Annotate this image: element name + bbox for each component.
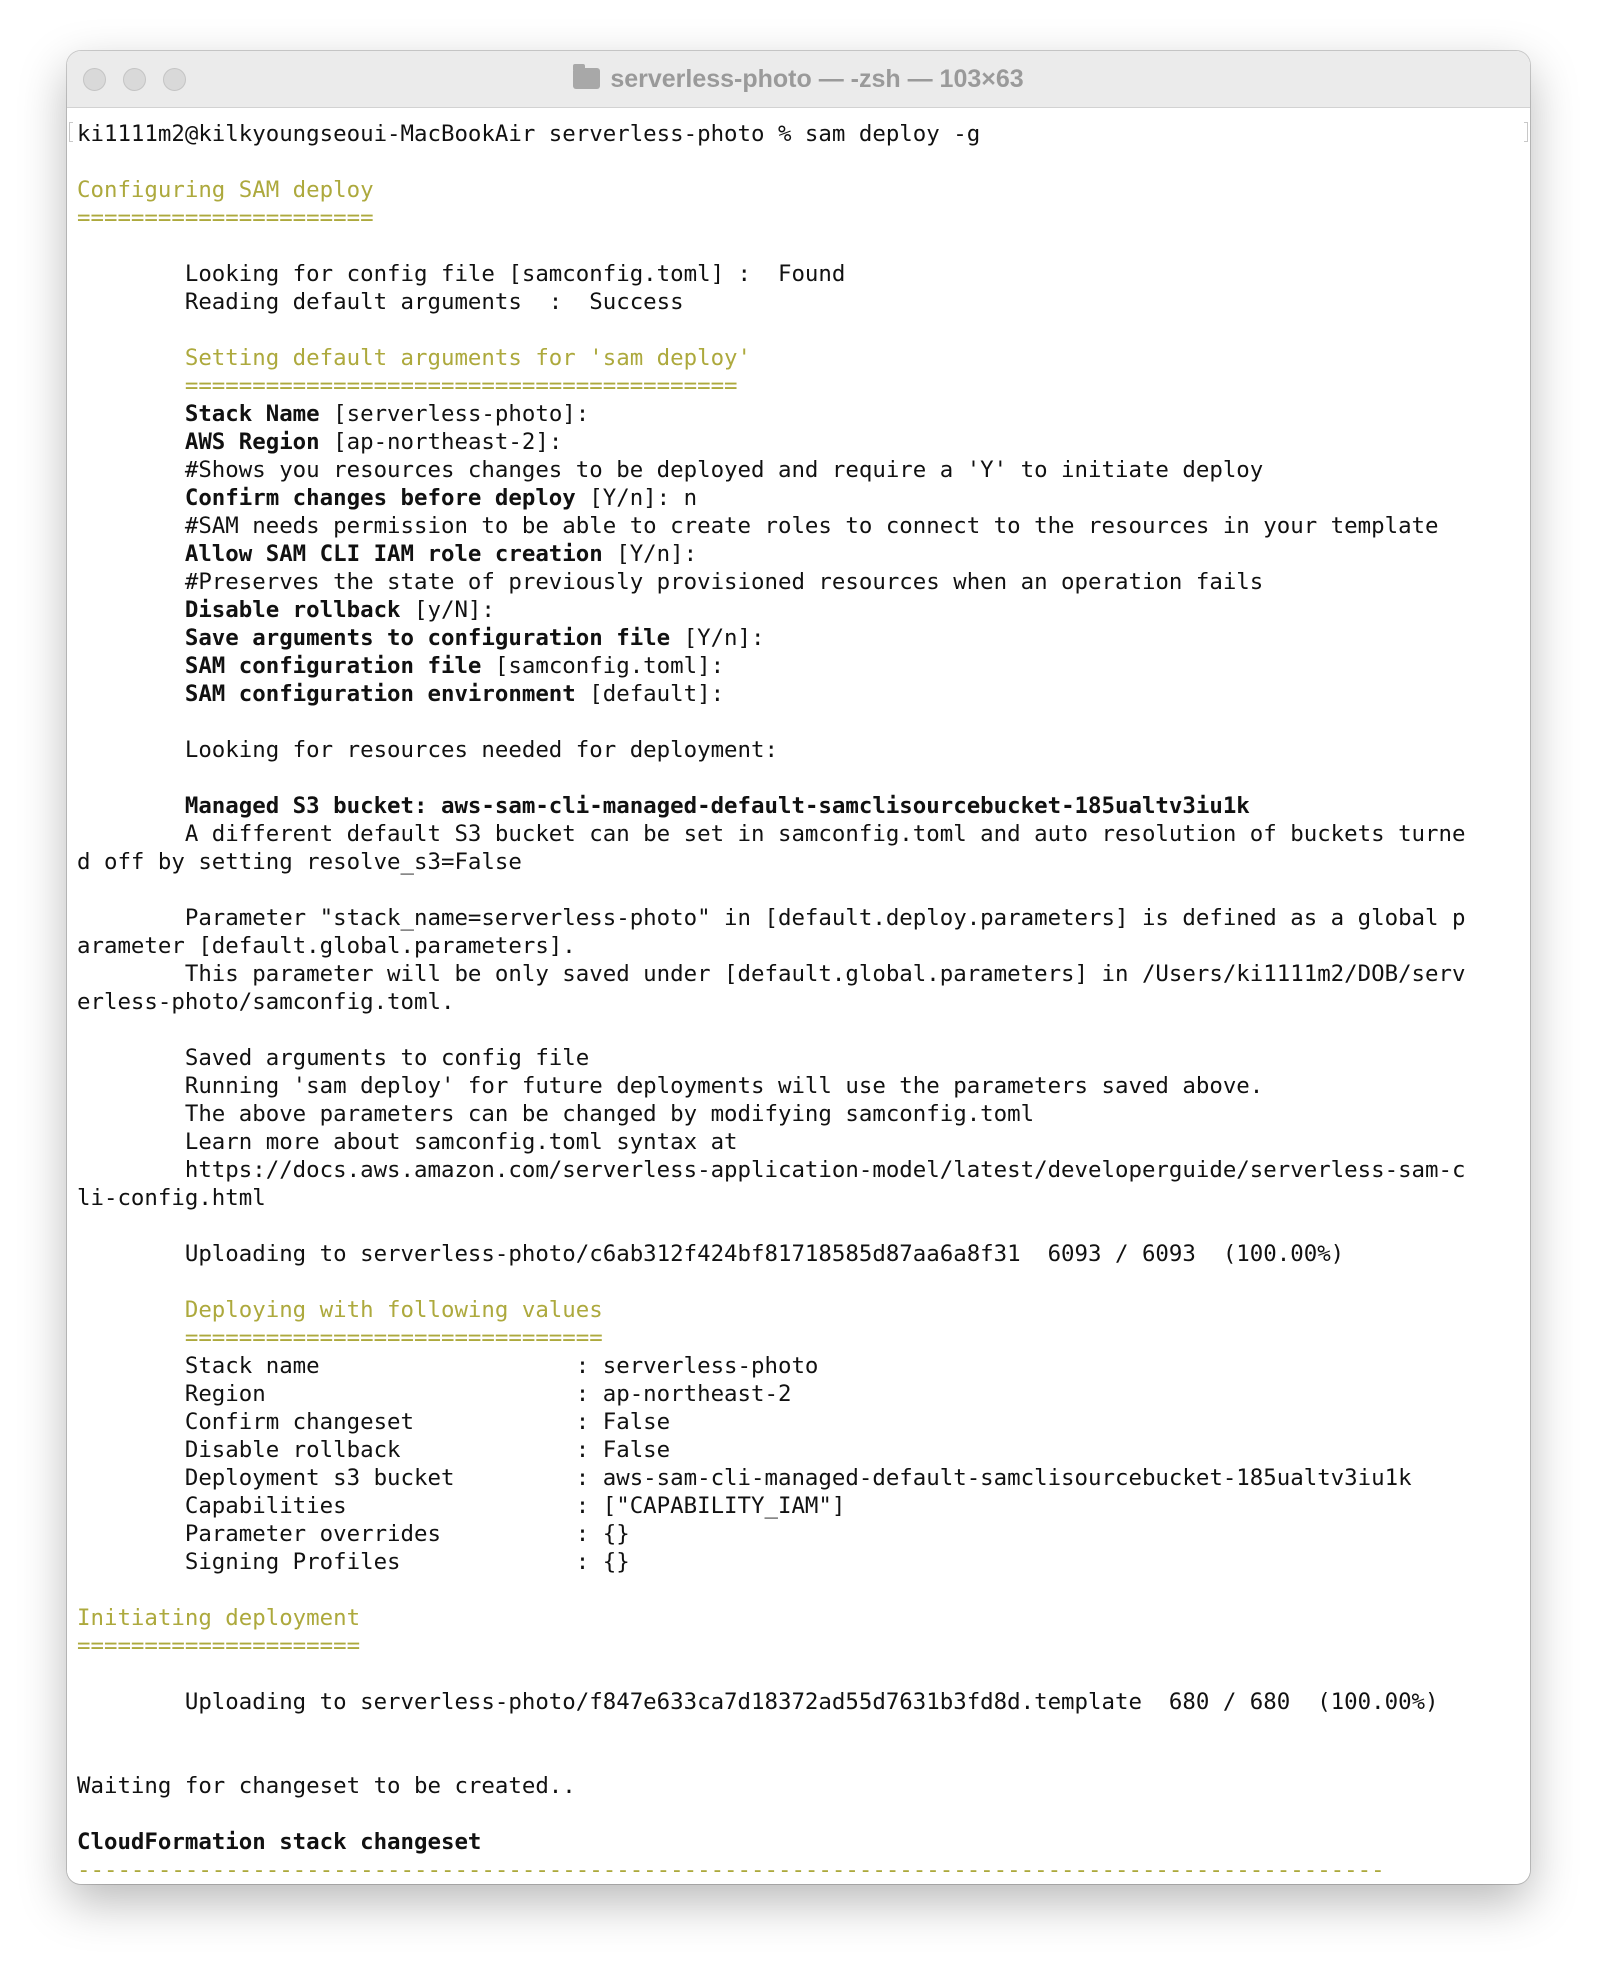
terminal-line — [77, 316, 1465, 344]
terminal-line — [77, 1576, 1465, 1604]
terminal-line — [77, 148, 1465, 176]
terminal-line — [77, 708, 1465, 736]
terminal-line — [77, 680, 1465, 708]
line-segment: https://docs.aws.amazon.com/serverless-application-model/latest/developerguide/serverless-sam-c — [77, 1157, 1466, 1183]
terminal-line — [77, 1772, 1465, 1800]
terminal-line — [77, 176, 1465, 204]
line-segment: Looking for resources needed for deployment: — [77, 737, 778, 763]
terminal-line — [77, 1492, 1465, 1520]
line-segment: ------------------------------------------------------------------------------------------------- — [77, 1857, 1385, 1883]
terminal-line — [77, 512, 1465, 540]
terminal-line — [77, 1072, 1465, 1100]
terminal-line — [77, 400, 1465, 428]
line-segment: [ap-northeast-2]: — [319, 429, 563, 455]
terminal-line — [77, 1688, 1465, 1716]
terminal-line — [77, 1128, 1465, 1156]
line-segment: ========================================= — [77, 373, 738, 399]
terminal-lines — [77, 120, 1465, 1884]
terminal-line — [77, 624, 1465, 652]
terminal-line — [77, 736, 1465, 764]
terminal-line — [77, 652, 1465, 680]
line-segment — [77, 653, 185, 679]
terminal-line — [77, 904, 1465, 932]
line-segment: [samconfig.toml]: — [481, 653, 725, 679]
terminal-line — [77, 932, 1465, 960]
line-segment: A different default S3 bucket can be set in samconfig.toml and auto resolution of buckets turne — [77, 821, 1466, 847]
line-segment — [77, 793, 185, 819]
line-segment: Disable rollback : False — [77, 1437, 671, 1463]
terminal-line — [77, 988, 1465, 1016]
line-segment: Learn more about samconfig.toml syntax at — [77, 1129, 738, 1155]
terminal-line — [77, 1100, 1465, 1128]
terminal-line — [77, 204, 1465, 232]
line-segment: AWS Region — [184, 429, 320, 455]
terminal-line — [77, 1828, 1465, 1856]
terminal-line — [77, 1184, 1465, 1212]
line-segment: Confirm changes before deploy — [184, 485, 576, 511]
line-segment: [Y/n]: — [670, 625, 765, 651]
line-segment: Stack Name — [184, 401, 320, 427]
line-segment: Running 'sam deploy' for future deployments will use the parameters saved above. — [77, 1073, 1264, 1099]
terminal-line — [77, 1044, 1465, 1072]
line-segment: Signing Profiles : {} — [77, 1549, 630, 1575]
terminal-line — [77, 1352, 1465, 1380]
terminal-line — [77, 848, 1465, 876]
terminal-line — [77, 1380, 1465, 1408]
terminal-line — [77, 344, 1465, 372]
line-segment: Reading default arguments : Success — [77, 289, 684, 315]
terminal-line — [77, 1408, 1465, 1436]
terminal-line — [77, 232, 1465, 260]
terminal-line — [77, 120, 1465, 148]
line-segment: Uploading to serverless-photo/f847e633ca7d18372ad55d7631b3fd8d.template 680 / 680 (100.00%) — [77, 1689, 1439, 1715]
line-segment: [Y/n]: — [602, 541, 698, 567]
line-segment: [serverless-photo]: — [319, 401, 590, 427]
line-segment: ====================== — [77, 205, 374, 231]
line-segment: Save arguments to configuration file — [184, 625, 671, 651]
line-segment — [77, 401, 185, 427]
line-segment: Parameter overrides : {} — [77, 1521, 630, 1547]
terminal-line — [77, 1212, 1465, 1240]
terminal-line — [77, 1548, 1465, 1576]
terminal-line — [77, 764, 1465, 792]
line-segment: =============================== — [77, 1325, 603, 1351]
line-segment: ===================== — [77, 1633, 361, 1659]
line-segment: Waiting for changeset to be created.. — [77, 1773, 576, 1799]
line-segment: Capabilities : ["CAPABILITY_IAM"] — [77, 1493, 846, 1519]
line-segment: Saved arguments to config file — [77, 1045, 590, 1071]
line-segment — [77, 625, 185, 651]
terminal-line — [77, 1324, 1465, 1352]
line-segment — [77, 485, 185, 511]
line-segment: d off by setting resolve_s3=False — [77, 849, 522, 875]
line-segment — [77, 681, 185, 707]
terminal-line — [77, 876, 1465, 904]
line-segment: SAM configuration environment — [184, 681, 576, 707]
window-title-text: serverless-photo — -zsh — 103×63 — [610, 65, 1024, 93]
terminal-line — [77, 1632, 1465, 1660]
line-segment: Deployment s3 bucket : aws-sam-cli-managed-default-samclisourcebucket-185ualtv3iu1k — [77, 1465, 1412, 1491]
line-segment: erless-photo/samconfig.toml. — [77, 989, 455, 1015]
line-mark-right-icon — [1524, 122, 1528, 142]
line-segment: Region : ap-northeast-2 — [77, 1381, 792, 1407]
terminal-line — [77, 1240, 1465, 1268]
terminal-line — [77, 288, 1465, 316]
terminal-line — [77, 260, 1465, 288]
line-segment: Configuring SAM deploy — [77, 177, 374, 203]
terminal-line — [77, 1436, 1465, 1464]
terminal-line — [77, 820, 1465, 848]
line-segment: Deploying with following values — [77, 1297, 603, 1323]
terminal-line — [77, 1604, 1465, 1632]
terminal-line — [77, 1268, 1465, 1296]
terminal-line — [77, 596, 1465, 624]
terminal-output[interactable] — [67, 108, 1530, 1884]
terminal-line — [77, 1156, 1465, 1184]
line-segment: The above parameters can be changed by modifying samconfig.toml — [77, 1101, 1035, 1127]
line-segment: Looking for config file [samconfig.toml] : Found — [77, 261, 846, 287]
line-segment: Managed S3 bucket: aws-sam-cli-managed-default-samclisourcebucket-185ualtv3iu1k — [184, 793, 1250, 819]
line-segment: #SAM needs permission to be able to create roles to connect to the resources in your template — [77, 513, 1439, 539]
terminal-line — [77, 372, 1465, 400]
terminal-line — [77, 1660, 1465, 1688]
terminal-line — [77, 1716, 1465, 1744]
line-segment: [y/N]: — [400, 597, 495, 623]
line-segment: li-config.html — [77, 1185, 266, 1211]
terminal-line — [77, 568, 1465, 596]
line-segment: [Y/n]: n — [575, 485, 698, 511]
terminal-line — [77, 428, 1465, 456]
window-title — [67, 51, 1530, 107]
line-segment: ki1111m2@kilkyoungseoui-MacBookAir serverless-photo % sam deploy -g — [77, 121, 981, 147]
line-segment: #Shows you resources changes to be deployed and require a 'Y' to initiate deploy — [77, 457, 1264, 483]
line-segment: This parameter will be only saved under [default.global.parameters] in /Users/ki1111m2/DOB/serv — [77, 961, 1466, 987]
terminal-line — [77, 1464, 1465, 1492]
terminal-line — [77, 484, 1465, 512]
terminal-line — [77, 1744, 1465, 1772]
line-segment — [77, 541, 185, 567]
terminal-window — [67, 51, 1530, 1884]
terminal-line — [77, 960, 1465, 988]
line-segment: arameter [default.global.parameters]. — [77, 933, 576, 959]
line-segment — [77, 597, 185, 623]
terminal-line — [77, 792, 1465, 820]
line-mark-left-icon — [69, 122, 73, 142]
terminal-line — [77, 1520, 1465, 1548]
line-segment: Parameter "stack_name=serverless-photo" in [default.deploy.parameters] is defined as a global p — [77, 905, 1466, 931]
line-segment: Allow SAM CLI IAM role creation — [184, 541, 603, 567]
line-segment: #Preserves the state of previously provisioned resources when an operation fails — [77, 569, 1264, 595]
terminal-line — [77, 1800, 1465, 1828]
line-segment: Confirm changeset : False — [77, 1409, 671, 1435]
terminal-line — [77, 540, 1465, 568]
line-segment: SAM configuration file — [184, 653, 482, 679]
line-segment: Stack name : serverless-photo — [77, 1353, 819, 1379]
folder-icon — [573, 68, 600, 89]
line-segment: Uploading to serverless-photo/c6ab312f424bf81718585d87aa6a8f31 6093 / 6093 (100.00%) — [77, 1241, 1345, 1267]
line-segment — [77, 429, 185, 455]
line-segment: Initiating deployment — [77, 1605, 361, 1631]
terminal-line — [77, 1296, 1465, 1324]
title-bar[interactable] — [67, 51, 1530, 108]
line-segment: [default]: — [575, 681, 725, 707]
line-segment: CloudFormation stack changeset — [77, 1829, 482, 1855]
line-segment: Setting default arguments for 'sam deploy' — [77, 345, 752, 371]
line-segment: Disable rollback — [184, 597, 401, 623]
terminal-line — [77, 456, 1465, 484]
terminal-line — [77, 1016, 1465, 1044]
terminal-line — [77, 1856, 1465, 1884]
